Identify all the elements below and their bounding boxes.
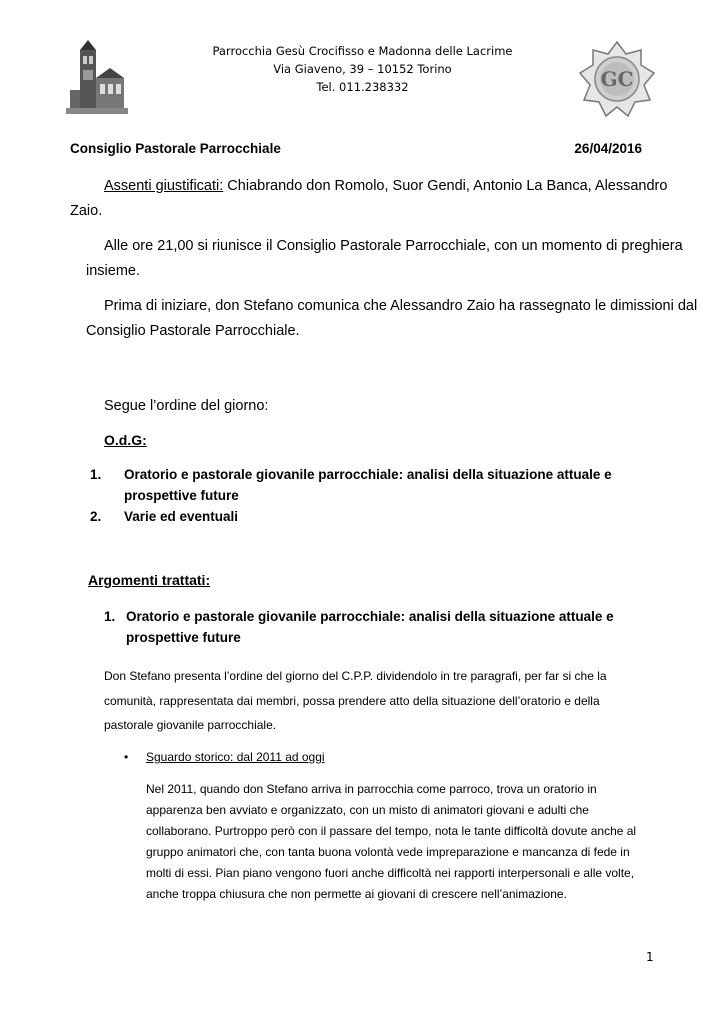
- agenda-item-1-line-1: Oratorio e pastorale giovanile parrocchiale: analisi della situazione attuale e: [124, 467, 612, 482]
- topics-label-text: Argomenti trattati:: [88, 572, 211, 588]
- intro-line-1: Don Stefano presenta l’ordine del giorno del C.P.P. dividendolo in tre paragrafi, per far si che la: [104, 669, 607, 683]
- church-logo-icon: [62, 40, 132, 118]
- document-title: Consiglio Pastorale Parrocchiale: [70, 141, 281, 156]
- topic-item-1-line-2: prospettive future: [126, 630, 241, 645]
- agenda-item-1-line-2: prospettive future: [124, 488, 239, 503]
- opening-line-2: insieme.: [86, 263, 140, 279]
- resignation-line-1: Prima di iniziare, don Stefano comunica che Alessandro Zaio ha rassegnato le dimissioni dal: [104, 298, 698, 314]
- bullet-dot-icon: •: [124, 750, 129, 764]
- topic-item-1: [104, 606, 656, 648]
- absent-names-line-2: Zaio.: [70, 203, 103, 219]
- document-date: 26/04/2016: [574, 141, 642, 156]
- opening-paragraph: [86, 234, 683, 284]
- agenda-item-2-line-1: Varie ed eventuali: [124, 509, 239, 524]
- resignation-paragraph: [86, 294, 698, 344]
- gc-logo-icon: [578, 40, 656, 118]
- svg-text:GC: GC: [600, 67, 634, 91]
- topic-item-1-number: 1.: [104, 609, 116, 624]
- intro-line-3: pastorale giovanile parrocchiale.: [104, 718, 277, 732]
- history-line-4: gruppo animatori che, con tanta buona volontà vede impreparazione e mancanza di fede in: [146, 845, 630, 859]
- topic-heading: [104, 606, 656, 648]
- agenda-item-2-number: 2.: [90, 509, 102, 524]
- history-line-2: apparenza ben avviato e organizzato, con un misto di animatori giovani e adulti che: [146, 803, 589, 817]
- intro-paragraph: [104, 664, 656, 738]
- history-line-3: collaborano. Purtroppo però con il passare del tempo, nota le tante difficoltà dovute anche al: [146, 824, 637, 838]
- odg-label: [104, 432, 147, 448]
- opening-line-1: Alle ore 21,00 si riunisce il Consiglio Pastorale Parrocchiale, con un momento di preghiera: [104, 238, 683, 254]
- intro-line-2: comunità, rappresentata dai membri, possa prendere atto della situazione dell’oratorio e della: [104, 693, 600, 708]
- document-title-row: [70, 141, 642, 156]
- header-line-3: Tel. 011.238332: [316, 80, 409, 94]
- bullet-text: Sguardo storico: dal 2011 ad oggi: [146, 750, 325, 764]
- header-line-1: Parrocchia Gesù Crocifisso e Madonna delle Lacrime: [212, 44, 513, 58]
- history-paragraph: [146, 779, 656, 905]
- agenda-list: [90, 464, 656, 527]
- absent-paragraph: [70, 174, 668, 224]
- agenda-item-1: [90, 464, 656, 506]
- bullet-historical: [124, 747, 325, 767]
- agenda-item-2: [90, 506, 656, 527]
- history-line-5: molti di essi. Pian piano vengono fuori anche difficoltà nei rapporti interpersonali e alle volte,: [146, 866, 635, 880]
- resignation-line-2: Consiglio Pastorale Parrocchiale.: [86, 323, 300, 339]
- absent-names-line-1: Chiabrando don Romolo, Suor Gendi, Antonio La Banca, Alessandro: [223, 178, 668, 194]
- topics-label: [88, 572, 210, 588]
- topic-item-1-line-1: Oratorio e pastorale giovanile parrocchiale: analisi della situazione attuale e: [126, 609, 614, 624]
- history-line-6: anche troppa chiusura che non permette ai giovani di crescere nell’animazione.: [146, 887, 567, 901]
- agenda-intro-text: Segue l’ordine del giorno:: [104, 398, 269, 414]
- agenda-intro: [86, 394, 656, 419]
- history-line-1: Nel 2011, quando don Stefano arriva in parrocchia come parroco, trova un oratorio in: [146, 782, 597, 796]
- odg-label-text: O.d.G:: [104, 432, 147, 448]
- absent-label: Assenti giustificati:: [104, 178, 224, 194]
- header-line-2: Via Giaveno, 39 – 10152 Torino: [273, 62, 452, 76]
- page-number: 1: [646, 950, 654, 964]
- agenda-item-1-number: 1.: [90, 467, 102, 482]
- parish-header: [180, 42, 545, 96]
